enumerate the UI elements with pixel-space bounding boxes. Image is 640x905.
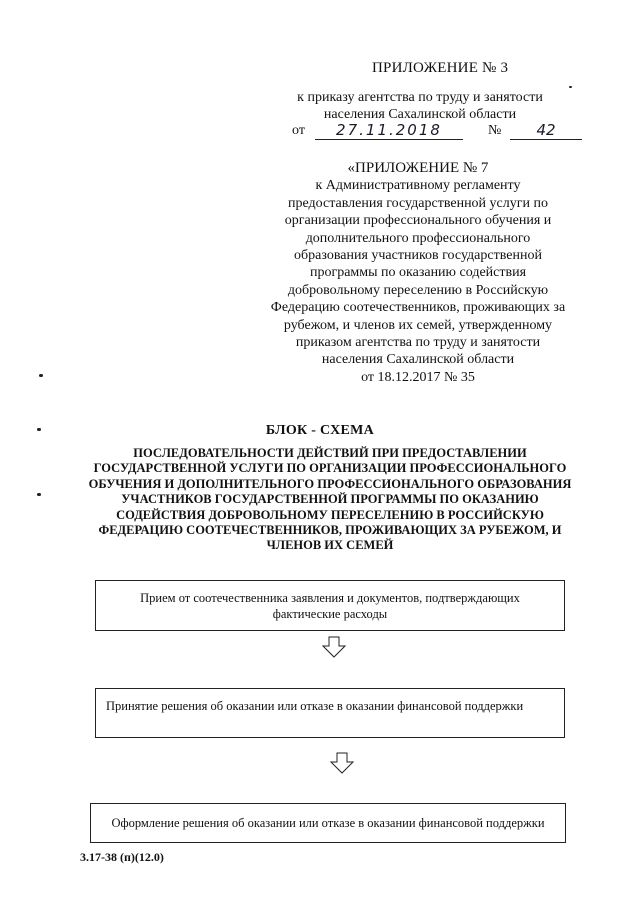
appendix7-title: «ПРИЛОЖЕНИЕ № 7 bbox=[347, 160, 489, 176]
appendix-title: ПРИЛОЖЕНИЕ № 3 bbox=[372, 60, 509, 76]
scan-mark bbox=[37, 493, 41, 496]
appendix7-line: дополнительного профессионального bbox=[305, 230, 531, 246]
appendix7-line: образования участников государственной bbox=[294, 248, 542, 264]
from-label: от bbox=[292, 123, 305, 138]
scan-mark bbox=[39, 374, 43, 377]
flow-step-2-box bbox=[95, 688, 565, 738]
scheme-subtitle bbox=[50, 446, 610, 554]
appendix7-line: программы по оказанию содействия bbox=[309, 265, 527, 281]
flow-step-1-text: Прием от соотечественника заявления и документов, подтверждающих фактические расходы bbox=[140, 590, 520, 621]
scheme-subtitle-line: ОБУЧЕНИЯ И ДОПОЛНИТЕЛЬНОГО ПРОФЕССИОНАЛЬНОГО ОБРАЗОВАНИЯ bbox=[88, 476, 572, 491]
scheme-subtitle-line: ФЕДЕРАЦИЮ СООТЕЧЕСТВЕННИКОВ, ПРОЖИВАЮЩИХ ЗА РУБЕЖОМ, И bbox=[98, 523, 562, 538]
scheme-subtitle-line: ГОСУДАРСТВЕННОЙ УСЛУГИ ПО ОРГАНИЗАЦИИ ПРОФЕССИОНАЛЬНОГО bbox=[93, 461, 567, 476]
handwritten-date: 27.11.2018 bbox=[315, 121, 463, 140]
down-arrow-icon bbox=[330, 752, 354, 774]
appendix7-line: населения Сахалинской области bbox=[321, 352, 515, 368]
order-agency-line: населения Сахалинской области bbox=[323, 107, 517, 122]
scheme-subtitle-line: УЧАСТНИКОВ ГОСУДАРСТВЕННОЙ ПРОГРАММЫ ПО ОКАЗАНИЮ bbox=[121, 492, 539, 507]
appendix7-line: организации профессионального обучения и bbox=[284, 213, 552, 229]
appendix7-block bbox=[258, 160, 578, 386]
order-reference-line: к приказу агентства по труду и занятости bbox=[297, 90, 543, 105]
appendix7-line: рубежом, и членов их семей, утвержденному bbox=[283, 317, 553, 333]
down-arrow-icon bbox=[322, 636, 346, 658]
flow-step-3-box bbox=[90, 803, 566, 843]
scheme-subtitle-line: ЧЛЕНОВ ИХ СЕМЕЙ bbox=[266, 538, 394, 553]
number-label: № bbox=[488, 123, 502, 138]
scheme-title: БЛОК - СХЕМА bbox=[265, 423, 375, 438]
scheme-subtitle-line: ПОСЛЕДОВАТЕЛЬНОСТИ ДЕЙСТВИЙ ПРИ ПРЕДОСТАВЛЕНИИ bbox=[133, 446, 527, 460]
handwritten-number: 42 bbox=[510, 121, 582, 140]
flow-step-3-text: Оформление решения об оказании или отказе в оказании финансовой поддержки bbox=[111, 815, 545, 830]
order-date-row bbox=[285, 121, 585, 141]
appendix7-line: добровольному переселению в Российскую bbox=[287, 282, 549, 298]
scheme-subtitle-line: СОДЕЙСТВИЯ ДОБРОВОЛЬНОМУ ПЕРЕСЕЛЕНИЮ В РОССИЙСКУЮ bbox=[116, 507, 544, 522]
appendix7-line: к Административному регламенту bbox=[315, 178, 521, 194]
appendix7-line: Федерацию соотечественников, проживающих за bbox=[270, 300, 566, 316]
scan-mark bbox=[37, 428, 41, 431]
appendix7-line: предоставления государственной услуги по bbox=[288, 195, 548, 211]
appendix7-line: приказом агентства по труду и занятости bbox=[295, 335, 541, 351]
scan-mark bbox=[569, 86, 572, 88]
appendix7-line: от 18.12.2017 № 35 bbox=[361, 369, 475, 385]
flow-step-2-text: Принятие решения об оказании или отказе в оказании финансовой поддержки bbox=[106, 699, 524, 713]
document-code: 3.17-38 (п)(12.0) bbox=[80, 850, 164, 864]
flow-step-1-box bbox=[95, 580, 565, 631]
